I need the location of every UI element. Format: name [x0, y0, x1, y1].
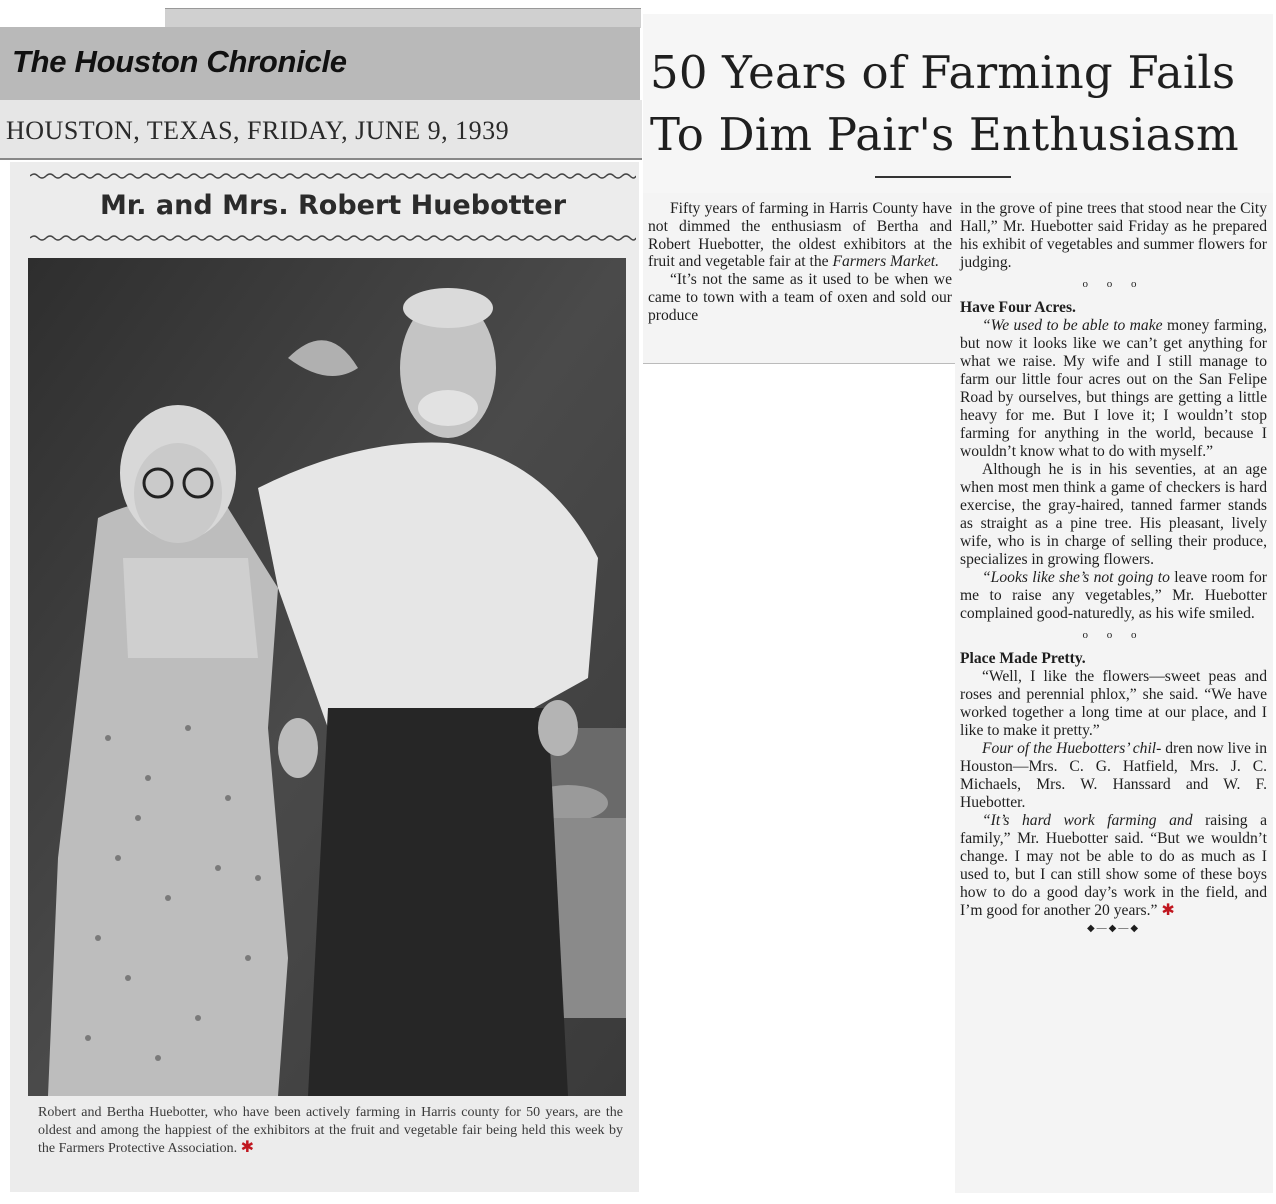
headline-line-1: 50 Years of Farming Fails — [650, 46, 1236, 99]
photo-illustration — [28, 258, 626, 1096]
paragraph — [960, 740, 1267, 812]
dateline: HOUSTON, TEXAS, FRIDAY, JUNE 9, 1939 — [6, 116, 510, 145]
wavy-rule-bottom — [30, 234, 636, 242]
paragraph-text: raising a family,” Mr. Huebotter said. “But we wouldn’t change. I may not be able to do as much as I used to, but I can still show some of these boys how to do a good day’s work in the field, and I’m good for another 20 years.” — [960, 812, 1267, 919]
couple-photograph — [28, 258, 626, 1096]
paragraph-italic: “It’s hard work farming and — [982, 812, 1193, 829]
headline-divider — [875, 176, 1011, 178]
wavy-rule-top — [30, 172, 636, 180]
paragraph-italic: “Looks like she’s not going to — [982, 569, 1170, 586]
star-icon: ✱ — [240, 1139, 254, 1156]
subheading-place-made-pretty: Place Made Pretty. — [960, 650, 1086, 667]
article-column-2 — [960, 200, 1267, 938]
star-icon: ✱ — [1161, 902, 1175, 919]
ornament-divider: o o o — [1082, 278, 1145, 290]
paragraph — [960, 317, 1267, 461]
paragraph-italic: “We used to be able to make — [982, 317, 1163, 334]
subheading-have-four-acres: Have Four Acres. — [960, 299, 1076, 316]
end-mark-icon: ◆—◆—◆ — [1086, 923, 1141, 934]
article-headline — [650, 42, 1270, 166]
photo-caption — [38, 1104, 623, 1158]
paragraph: Although he is in his seventies, at an age when most men think a game of checkers is hard exercise, the gray-haired, tanned farmer stands as straight as a pine tree. His pleasant, lively wife, who is in charge of selling their produce, specializes in growing flowers. — [960, 461, 1267, 568]
paragraph-italic: Farmers Market. — [832, 253, 939, 271]
paragraph: in the grove of pine trees that stood near the City Hall,” Mr. Huebotter said Friday as he prepared his exhibit of vegetables and summer flowers for judging. — [960, 200, 1267, 271]
article-column-1 — [648, 200, 952, 325]
paragraph-text: Fifty years of farming in Harris County have not dimmed the enthusiasm of Bertha and Robert Huebotter, the oldest exhibitors at the fruit and vegetable fair at the — [648, 200, 952, 271]
headline-line-2: To Dim Pair's Enthusiasm — [650, 108, 1239, 161]
paragraph — [648, 200, 952, 271]
paragraph-text: leave room for me to raise any vegetables,” Mr. Huebotter complained good-naturedly, as his wife smiled. — [960, 569, 1267, 622]
paragraph — [960, 812, 1267, 920]
newspaper-name: The Houston Chronicle — [12, 44, 347, 79]
paragraph-text: money farming, but now it looks like we can’t get anything for what we raise. My wife and I still manage to farm our little four acres out on the San Felipe Road by ourselves, but things are getting a little heavy for me. But I love it; I wouldn’t stop farming for anything in the world, because I wouldn’t know what to do with myself.” — [960, 317, 1267, 460]
ornament-divider: o o o — [1082, 629, 1145, 641]
paragraph-text: dren now live in Houston—Mrs. C. G. Hatfield, Mrs. J. C. Michaels, Mrs. W. Hanssard and W. F. Huebotter. — [960, 740, 1267, 811]
paragraph-italic: Four of the Huebotters’ chil- — [982, 740, 1162, 757]
photo-caption-text: Robert and Bertha Huebotter, who have been actively farming in Harris county for 50 years, are the oldest and among the happiest of the exhibitors at the fruit and vegetable fair being held this week by the Farmers Protective Association. — [38, 1105, 623, 1156]
masthead-top-strip — [165, 8, 641, 28]
paragraph: “It’s not the same as it used to be when we came to town with a team of oxen and sold our produce — [648, 271, 952, 324]
paragraph — [960, 569, 1267, 623]
photo-heading: Mr. and Mrs. Robert Huebotter — [99, 190, 567, 221]
paragraph: “Well, I like the flowers—sweet peas and roses and perennial phlox,” she said. “We have worked together a long time at our place, and I like to make it pretty.” — [960, 668, 1267, 739]
